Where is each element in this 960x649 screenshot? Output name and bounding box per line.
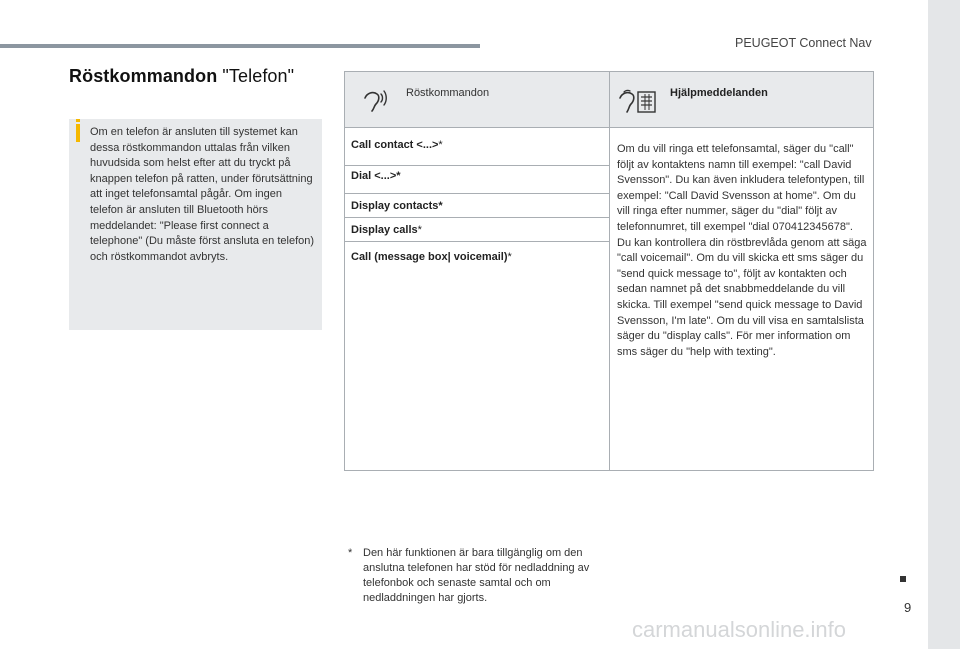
footnote-text: Den här funktionen är bara tillgänglig om den anslutna telefonen har stöd för nedladdning av telefonbok och senaste samtal och om nedladdningen har gjorts.	[363, 547, 590, 604]
command-mark: *	[417, 224, 422, 236]
info-text: Om en telefon är ansluten till systemet kan dessa röstkommandon uttalas från vilken huvudsida som helst efter att du tryckt på knappen telefon på ratten, under förutsättning att inget telefonsamtal pågår. Om ingen telefon är ansluten till Bluetooth hörs meddelandet: "Please first connect a telephone" (Du måste först ansluta en telefon) och röstkommandot avbryts.	[90, 126, 315, 263]
voice-command-icon	[361, 86, 389, 114]
command-mark: *	[438, 139, 443, 151]
command-label: Display contacts	[351, 200, 439, 212]
footnote-star: *	[348, 547, 353, 559]
watermark: carmanualsonline.info	[632, 617, 847, 642]
command-mark: *	[396, 170, 401, 182]
voice-command-table	[344, 71, 874, 471]
command-label: Dial <...>	[351, 170, 397, 182]
command-label: Call contact <...>	[351, 139, 439, 151]
footnote	[348, 546, 598, 606]
command-row	[345, 242, 609, 282]
command-mark: *	[438, 200, 443, 212]
command-row	[345, 129, 609, 166]
page-number: 9	[904, 600, 912, 615]
section-title-main: Röstkommandon	[69, 66, 223, 86]
command-mark: *	[507, 251, 512, 263]
command-row	[345, 218, 609, 242]
page-marker	[900, 576, 906, 582]
command-row	[345, 166, 609, 194]
page-edge-strip	[928, 0, 960, 649]
command-label: Display calls	[351, 224, 418, 236]
header-rule	[0, 44, 480, 48]
command-label: Call (message box| voicemail)	[351, 251, 508, 263]
col-commands-header: Röstkommandon	[406, 87, 490, 99]
header-brand: PEUGEOT Connect Nav	[735, 36, 872, 50]
info-icon	[76, 124, 80, 142]
col-help-header: Hjälpmeddelanden	[670, 87, 768, 99]
column-divider	[609, 72, 610, 470]
section-title-quoted: "Telefon"	[222, 66, 295, 86]
command-row	[345, 194, 609, 218]
voice-help-icon	[618, 84, 658, 116]
help-text: Om du vill ringa ett telefonsamtal, säger du "call" följt av kontaktens namn till exempel: "call David Svensson". Du kan även inkludera telefontypen, till exempel: "Call David Svensson at home". Om du vill ringa efter nummer, säger du "dial" följt av telefonnumret, till exempel "dial 070412345678". Du kan kontrollera din röstbrevlåda genom att säga "call voicemail". Om du vill skicka ett sms säger du "send quick message to", följt av kontakten och sedan namnet på det snabbmeddelande du vill skicka. Till exempel "send quick message to David Svensson, I'm late". Om du vill visa en samtalslista säger du "display calls". För mer information om sms säger du "help with texting".	[617, 143, 867, 358]
info-icon-dot	[76, 119, 80, 122]
section-title	[69, 66, 294, 87]
